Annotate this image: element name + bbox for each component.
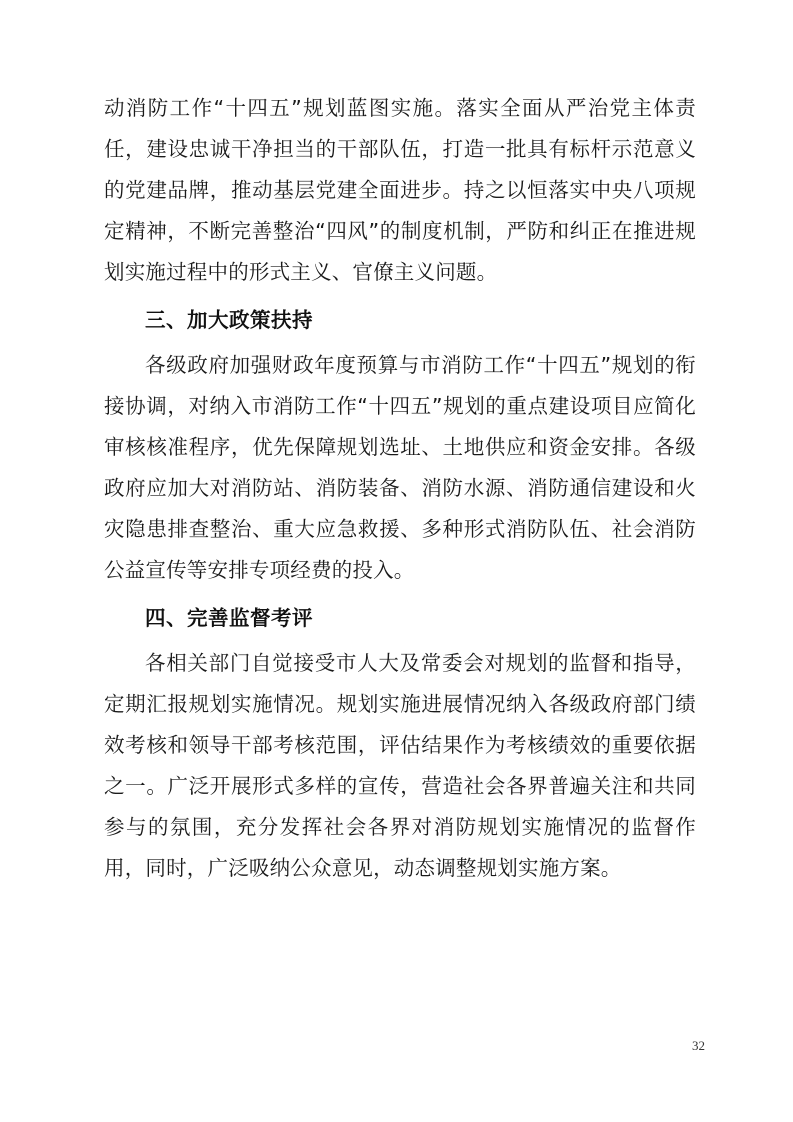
page-left-margin [0, 0, 4, 1122]
paragraph-supervision-evaluation: 各相关部门自觉接受市人大及常委会对规划的监督和指导，定期汇报规划实施情况。规划实施进展情况纳入各级政府部门绩效考核和领导干部考核范围，评估结果作为考核绩效的重要依据之一。广泛开展形式多样的宣传，营造社会各界普遍关注和共同参与的氛围，充分发挥社会各界对消防规划实施情况的监督作用，同时，广泛吸纳公众意见，动态调整规划实施方案。 [104, 651, 696, 880]
paragraph-policy-support: 各级政府加强财政年度预算与市消防工作“十四五”规划的衔接协调，对纳入市消防工作“十四五”规划的重点建设项目应简化审核核准程序，优先保障规划选址、土地供应和资金安排。各级政府应加大对消防站、消防装备、消防水源、消防通信建设和火灾隐患排查整治、重大应急救援、多种形式消防队伍、社会消防公益宣传等安排专项经费的投入。 [104, 353, 696, 582]
page-number: 32 [692, 1038, 705, 1053]
section-heading-four: 四、完善监督考评 [145, 606, 313, 630]
paragraph-continuation: 动消防工作“十四五”规划蓝图实施。落实全面从严治党主体责任，建设忠诚干净担当的干部队伍，打造一批具有标杆示范意义的党建品牌，推动基层党建全面进步。持之以恒落实中央八项规定精神，不断完善整治“四风”的制度机制，严防和纠正在推进规划实施过程中的形式主义、官僚主义问题。 [104, 96, 696, 284]
section-heading-three: 三、加大政策扶持 [145, 308, 313, 332]
document-body [104, 88, 696, 889]
